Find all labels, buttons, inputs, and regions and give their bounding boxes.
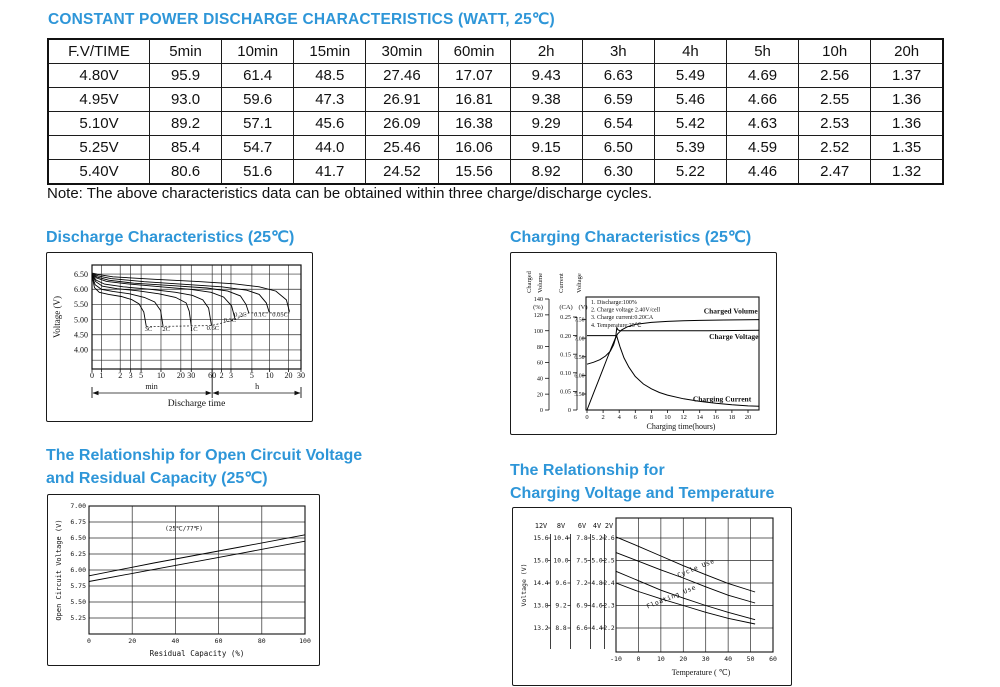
table-cell: 1.32 bbox=[871, 160, 943, 185]
svg-text:6.50: 6.50 bbox=[70, 534, 86, 543]
table-cell: 26.91 bbox=[366, 88, 438, 112]
svg-text:10: 10 bbox=[664, 414, 671, 421]
series-labels bbox=[145, 312, 288, 334]
table-cell: 15.56 bbox=[438, 160, 510, 185]
table-cell: 2.52 bbox=[799, 136, 871, 160]
table-cell: 54.7 bbox=[222, 136, 294, 160]
svg-text:60: 60 bbox=[536, 359, 543, 367]
svg-text:(CA): (CA) bbox=[559, 304, 573, 311]
svg-text:3C: 3C bbox=[144, 326, 153, 334]
svg-text:20: 20 bbox=[128, 637, 137, 645]
table-cell: 61.4 bbox=[222, 64, 294, 88]
table-cell: 25.46 bbox=[366, 136, 438, 160]
svg-text:0: 0 bbox=[567, 407, 571, 415]
svg-text:2.4: 2.4 bbox=[603, 580, 615, 588]
charging-chart-title: Charging Characteristics (25℃) bbox=[510, 229, 752, 246]
col-header: 3h bbox=[582, 39, 654, 64]
table-cell: 16.81 bbox=[438, 88, 510, 112]
col-header: 15min bbox=[294, 39, 366, 64]
table-cell: 5.22 bbox=[654, 160, 726, 185]
svg-text:8V: 8V bbox=[556, 522, 566, 530]
svg-text:10.0: 10.0 bbox=[553, 557, 569, 565]
x-axis-labels bbox=[585, 414, 751, 431]
svg-text:5.75: 5.75 bbox=[70, 582, 86, 591]
ocv-chart-title bbox=[46, 444, 362, 490]
svg-text:9.6: 9.6 bbox=[555, 580, 567, 588]
svg-text:20: 20 bbox=[744, 414, 752, 421]
col-header: 5h bbox=[727, 39, 799, 64]
series-1C bbox=[92, 275, 191, 326]
svg-text:h: h bbox=[255, 382, 260, 391]
table-cell: 2.53 bbox=[799, 112, 871, 136]
svg-text:5.25: 5.25 bbox=[70, 614, 86, 623]
table-cell: 4.63 bbox=[727, 112, 799, 136]
table-cell: 6.30 bbox=[582, 160, 654, 185]
svg-text:20: 20 bbox=[679, 655, 688, 663]
table-cell: 2.56 bbox=[799, 64, 871, 88]
svg-text:10: 10 bbox=[156, 371, 165, 380]
chart-notes bbox=[591, 300, 660, 329]
table-cell: 26.09 bbox=[366, 112, 438, 136]
corner-header: F.V/TIME bbox=[48, 39, 150, 64]
svg-text:(25℃/77℉): (25℃/77℉) bbox=[165, 525, 203, 533]
svg-text:16: 16 bbox=[712, 414, 720, 421]
axis-name-labels bbox=[526, 270, 588, 311]
row-header-cell: 5.40V bbox=[48, 160, 150, 185]
svg-text:40: 40 bbox=[724, 655, 733, 663]
svg-text:5: 5 bbox=[139, 371, 144, 380]
svg-text:Discharge time: Discharge time bbox=[167, 399, 226, 409]
power-table bbox=[47, 38, 944, 185]
svg-text:Voltage (V): Voltage (V) bbox=[520, 563, 528, 607]
ocv-chart-title-line1: The Relationship for Open Circuit Voltage bbox=[46, 447, 363, 464]
axis-tick-labels bbox=[533, 296, 588, 415]
table-cell: 4.69 bbox=[727, 64, 799, 88]
table-row bbox=[48, 112, 943, 136]
svg-text:6.50: 6.50 bbox=[574, 354, 585, 361]
svg-text:2.3: 2.3 bbox=[603, 602, 615, 610]
svg-text:8.8: 8.8 bbox=[555, 625, 567, 633]
svg-text:0.20: 0.20 bbox=[560, 332, 571, 340]
svg-text:6V: 6V bbox=[577, 522, 587, 530]
svg-text:(%): (%) bbox=[533, 304, 543, 311]
svg-text:9.2: 9.2 bbox=[555, 602, 567, 610]
svg-text:10: 10 bbox=[265, 371, 274, 380]
svg-text:6.50: 6.50 bbox=[74, 269, 88, 279]
svg-text:0.05C: 0.05C bbox=[272, 311, 288, 319]
svg-text:6: 6 bbox=[633, 414, 637, 421]
svg-text:5.50: 5.50 bbox=[70, 598, 86, 607]
svg-text:80: 80 bbox=[257, 637, 266, 645]
svg-text:min: min bbox=[145, 382, 158, 391]
svg-text:6.6: 6.6 bbox=[576, 625, 588, 633]
svg-text:5.50: 5.50 bbox=[74, 300, 88, 310]
table-cell: 57.1 bbox=[222, 112, 294, 136]
svg-text:12: 12 bbox=[680, 414, 687, 421]
svg-text:0: 0 bbox=[539, 407, 543, 415]
ocv-chart bbox=[48, 495, 316, 662]
svg-text:6.9: 6.9 bbox=[576, 602, 588, 610]
table-cell: 2.55 bbox=[799, 88, 871, 112]
svg-text:40: 40 bbox=[536, 375, 543, 383]
discharge-chart bbox=[47, 253, 309, 418]
svg-text:7.2: 7.2 bbox=[576, 580, 588, 588]
svg-text:5.00: 5.00 bbox=[74, 315, 88, 325]
svg-text:0.1C: 0.1C bbox=[254, 311, 267, 319]
svg-text:10: 10 bbox=[656, 655, 665, 663]
table-cell: 16.06 bbox=[438, 136, 510, 160]
svg-text:2: 2 bbox=[601, 414, 605, 421]
svg-text:4.50: 4.50 bbox=[74, 330, 88, 340]
page-title: CONSTANT POWER DISCHARGE CHARACTERISTICS (WATT, 25℃) bbox=[48, 11, 555, 28]
svg-text:Volume: Volume bbox=[537, 272, 544, 293]
table-cell: 5.42 bbox=[654, 112, 726, 136]
svg-text:0.15: 0.15 bbox=[560, 351, 571, 359]
svg-text:0: 0 bbox=[90, 371, 94, 380]
svg-text:10.4: 10.4 bbox=[553, 535, 569, 543]
table-cell: 85.4 bbox=[150, 136, 222, 160]
svg-text:20: 20 bbox=[176, 371, 185, 380]
svg-text:0.3C: 0.3C bbox=[223, 317, 237, 325]
svg-text:Charge Voltage: Charge Voltage bbox=[709, 331, 759, 341]
svg-text:7.00: 7.00 bbox=[574, 336, 585, 343]
tempv-chart-title-line1: The Relationship for bbox=[510, 462, 665, 479]
table-cell: 1.37 bbox=[871, 64, 943, 88]
table-cell: 1.36 bbox=[871, 112, 943, 136]
discharge-chart-title: Discharge Characteristics (25℃) bbox=[46, 229, 295, 246]
table-cell: 4.46 bbox=[727, 160, 799, 185]
table-cell: 17.07 bbox=[438, 64, 510, 88]
table-cell: 6.50 bbox=[582, 136, 654, 160]
svg-text:14.4: 14.4 bbox=[533, 580, 549, 588]
svg-text:0: 0 bbox=[585, 414, 589, 421]
svg-text:6.00: 6.00 bbox=[70, 566, 86, 575]
svg-text:Voltage: Voltage bbox=[576, 273, 583, 293]
svg-text:20: 20 bbox=[536, 391, 543, 399]
table-cell: 9.43 bbox=[510, 64, 582, 88]
svg-text:0: 0 bbox=[87, 637, 91, 645]
svg-text:2.6: 2.6 bbox=[603, 535, 615, 543]
table-note: Note: The above characteristics data can be obtained within three charge/discharge cycles. bbox=[47, 185, 653, 202]
svg-text:13.8: 13.8 bbox=[533, 602, 549, 610]
svg-text:7.50: 7.50 bbox=[574, 317, 585, 324]
table-cell: 8.92 bbox=[510, 160, 582, 185]
svg-text:0.10: 0.10 bbox=[560, 370, 571, 377]
svg-text:120: 120 bbox=[533, 312, 543, 320]
table-cell: 5.39 bbox=[654, 136, 726, 160]
svg-text:4.00: 4.00 bbox=[74, 345, 88, 355]
svg-text:5.2: 5.2 bbox=[591, 535, 603, 543]
svg-text:2: 2 bbox=[118, 371, 123, 380]
table-cell: 6.54 bbox=[582, 112, 654, 136]
row-header-cell: 5.25V bbox=[48, 136, 150, 160]
svg-text:60: 60 bbox=[214, 637, 223, 645]
svg-text:2.2: 2.2 bbox=[603, 625, 615, 633]
table-cell: 44.0 bbox=[294, 136, 366, 160]
col-header: 2h bbox=[510, 39, 582, 64]
svg-text:Cycle Use: Cycle Use bbox=[676, 557, 716, 580]
svg-text:1C: 1C bbox=[189, 326, 198, 334]
table-row bbox=[48, 88, 943, 112]
series-lower bbox=[89, 541, 305, 581]
svg-text:100: 100 bbox=[299, 637, 311, 645]
svg-text:4.4: 4.4 bbox=[591, 625, 603, 633]
svg-text:6.00: 6.00 bbox=[74, 285, 88, 295]
svg-text:6.00: 6.00 bbox=[574, 373, 585, 380]
svg-text:Floating Use: Floating Use bbox=[645, 584, 698, 611]
svg-text:Temperature ( ℃): Temperature ( ℃) bbox=[671, 668, 731, 677]
band-labels bbox=[646, 558, 716, 611]
table-cell: 9.15 bbox=[510, 136, 582, 160]
grid bbox=[92, 265, 301, 369]
series-upper bbox=[89, 535, 305, 576]
svg-text:2.5: 2.5 bbox=[603, 557, 615, 565]
svg-text:4: 4 bbox=[617, 414, 621, 421]
row-header-cell: 4.95V bbox=[48, 88, 150, 112]
table-row bbox=[48, 160, 943, 185]
table-cell: 93.0 bbox=[150, 88, 222, 112]
svg-text:0.05: 0.05 bbox=[560, 388, 571, 396]
ocv-chart-title-line2: and Residual Capacity (25℃) bbox=[46, 470, 268, 487]
svg-text:-10: -10 bbox=[610, 655, 622, 663]
svg-text:Charging Current: Charging Current bbox=[692, 394, 752, 404]
svg-text:7.5: 7.5 bbox=[576, 557, 588, 565]
svg-text:60: 60 bbox=[208, 371, 217, 380]
tempv-chart-title-line2: Charging Voltage and Temperature bbox=[510, 485, 775, 502]
svg-text:15.6: 15.6 bbox=[533, 535, 549, 543]
svg-text:40: 40 bbox=[171, 637, 180, 645]
svg-text:13.2: 13.2 bbox=[533, 625, 549, 633]
svg-text:Current: Current bbox=[558, 273, 565, 293]
tempv-chart-title bbox=[510, 459, 774, 505]
svg-text:7.00: 7.00 bbox=[70, 502, 86, 511]
table-cell: 47.3 bbox=[294, 88, 366, 112]
svg-text:Charging time(hours): Charging time(hours) bbox=[646, 422, 716, 431]
row-header-cell: 4.80V bbox=[48, 64, 150, 88]
svg-text:Voltage (V): Voltage (V) bbox=[52, 295, 62, 339]
svg-text:Charged Volume: Charged Volume bbox=[703, 306, 758, 316]
tempv-chart-box bbox=[512, 507, 792, 686]
svg-text:4V: 4V bbox=[592, 522, 602, 530]
col-header: 4h bbox=[654, 39, 726, 64]
svg-text:(V): (V) bbox=[578, 304, 588, 311]
svg-text:20: 20 bbox=[284, 371, 293, 380]
table-cell: 1.35 bbox=[871, 136, 943, 160]
tempv-chart bbox=[513, 508, 788, 682]
svg-text:0.6C: 0.6C bbox=[206, 324, 220, 332]
svg-text:4.6: 4.6 bbox=[591, 602, 603, 610]
svg-text:0.2C: 0.2C bbox=[234, 311, 247, 319]
table-cell: 4.59 bbox=[727, 136, 799, 160]
ocv-chart-box bbox=[47, 494, 320, 666]
table-cell: 2.47 bbox=[799, 160, 871, 185]
svg-text:100: 100 bbox=[533, 327, 543, 335]
svg-text:7.8: 7.8 bbox=[576, 535, 588, 543]
svg-text:80: 80 bbox=[536, 343, 543, 351]
svg-text:12V: 12V bbox=[534, 522, 548, 530]
table-cell: 4.66 bbox=[727, 88, 799, 112]
col-header: 60min bbox=[438, 39, 510, 64]
table-cell: 9.38 bbox=[510, 88, 582, 112]
svg-text:6.25: 6.25 bbox=[70, 550, 86, 559]
col-header: 10min bbox=[222, 39, 294, 64]
discharge-chart-box bbox=[46, 252, 313, 422]
svg-text:140: 140 bbox=[533, 296, 543, 304]
svg-text:5.0: 5.0 bbox=[591, 557, 603, 565]
svg-text:2C: 2C bbox=[162, 326, 170, 334]
svg-text:2V: 2V bbox=[604, 522, 614, 530]
table-cell: 27.46 bbox=[366, 64, 438, 88]
table-cell: 41.7 bbox=[294, 160, 366, 185]
table-cell: 16.38 bbox=[438, 112, 510, 136]
svg-text:30: 30 bbox=[701, 655, 710, 663]
svg-text:3: 3 bbox=[128, 371, 133, 380]
table-cell: 51.6 bbox=[222, 160, 294, 185]
svg-text:1. Discharge:100%: 1. Discharge:100% bbox=[591, 300, 637, 306]
table-cell: 1.36 bbox=[871, 88, 943, 112]
svg-text:60: 60 bbox=[769, 655, 777, 663]
svg-text:14: 14 bbox=[696, 414, 703, 421]
col-header: 30min bbox=[366, 39, 438, 64]
table-cell: 5.46 bbox=[654, 88, 726, 112]
table-cell: 24.52 bbox=[366, 160, 438, 185]
svg-text:0.25: 0.25 bbox=[560, 314, 571, 322]
svg-text:6.75: 6.75 bbox=[70, 518, 86, 527]
table-row bbox=[48, 64, 943, 88]
table-cell: 6.59 bbox=[582, 88, 654, 112]
svg-text:5.50: 5.50 bbox=[574, 392, 585, 399]
svg-text:3: 3 bbox=[228, 371, 233, 380]
table-cell: 89.2 bbox=[150, 112, 222, 136]
svg-text:0: 0 bbox=[636, 655, 641, 663]
col-header: 10h bbox=[799, 39, 871, 64]
axis-labels bbox=[55, 502, 311, 658]
svg-text:30: 30 bbox=[187, 371, 196, 380]
table-cell: 9.29 bbox=[510, 112, 582, 136]
table-cell: 48.5 bbox=[294, 64, 366, 88]
svg-text:8: 8 bbox=[649, 414, 654, 421]
table-cell: 45.6 bbox=[294, 112, 366, 136]
voltage-scales bbox=[533, 522, 614, 632]
table-cell: 59.6 bbox=[222, 88, 294, 112]
svg-text:4. Temperature:25℃: 4. Temperature:25℃ bbox=[591, 322, 642, 329]
svg-text:3. Charge current:0.20CA: 3. Charge current:0.20CA bbox=[591, 315, 654, 322]
svg-text:18: 18 bbox=[728, 414, 736, 421]
svg-text:Charged: Charged bbox=[526, 271, 533, 293]
svg-text:1: 1 bbox=[99, 371, 104, 380]
table-row bbox=[48, 136, 943, 160]
svg-text:5: 5 bbox=[249, 371, 254, 380]
svg-text:4.8: 4.8 bbox=[591, 580, 603, 588]
svg-text:Open Circuit Voltage (V): Open Circuit Voltage (V) bbox=[55, 519, 63, 621]
row-header-cell: 5.10V bbox=[48, 112, 150, 136]
svg-text:15.0: 15.0 bbox=[533, 557, 549, 565]
table-cell: 80.6 bbox=[150, 160, 222, 185]
table-cell: 95.9 bbox=[150, 64, 222, 88]
svg-text:50: 50 bbox=[746, 655, 755, 663]
charging-chart-box bbox=[510, 252, 777, 435]
table-cell: 5.49 bbox=[654, 64, 726, 88]
series-cycle-upper bbox=[616, 537, 755, 592]
svg-text:2: 2 bbox=[219, 371, 224, 380]
axis-labels bbox=[52, 270, 305, 409]
svg-text:Residual Capacity (%): Residual Capacity (%) bbox=[149, 649, 245, 658]
svg-text:30: 30 bbox=[297, 371, 305, 380]
table-cell: 6.63 bbox=[582, 64, 654, 88]
col-header: 5min bbox=[150, 39, 222, 64]
svg-text:2. Charge voltage 2.40V/cell: 2. Charge voltage 2.40V/cell bbox=[591, 307, 661, 314]
col-header: 20h bbox=[871, 39, 943, 64]
charging-chart bbox=[511, 253, 773, 431]
